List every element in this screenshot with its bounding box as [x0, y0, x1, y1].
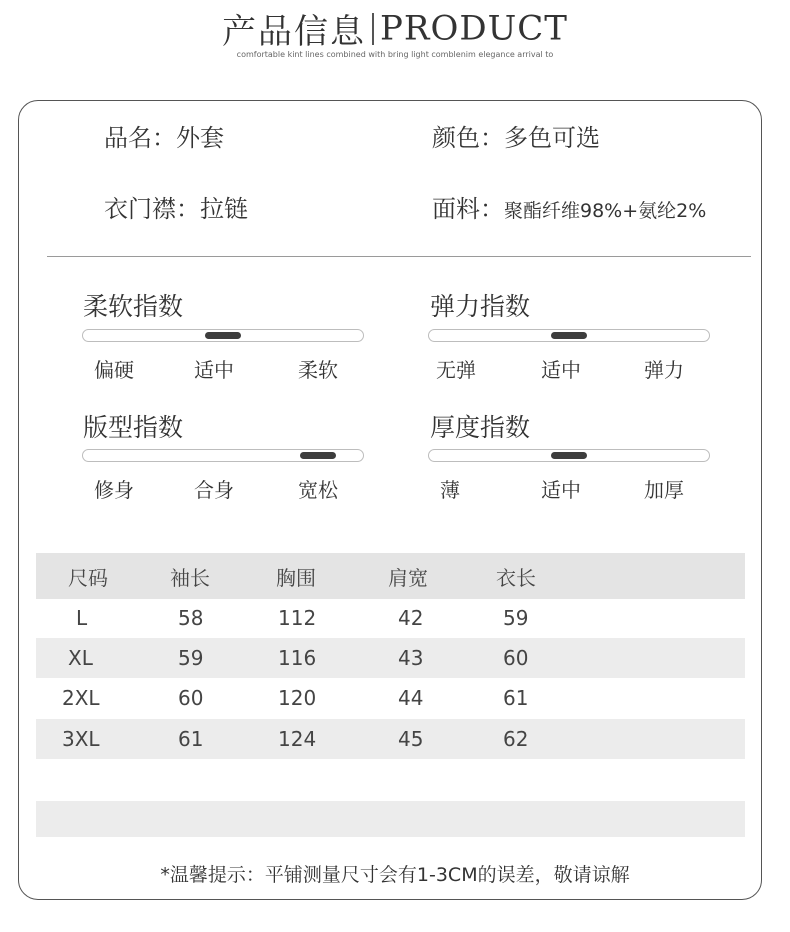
fit-index-scale	[82, 449, 364, 462]
softness-level-low: 偏硬	[94, 358, 134, 382]
cell-size: 3XL	[62, 727, 100, 751]
cell-size: XL	[68, 646, 93, 670]
softness-index-marker	[205, 332, 241, 339]
cell-shoulder: 45	[398, 727, 424, 751]
title-chinese: 产品信息	[222, 12, 367, 52]
header-subtitle: comfortable kint lines combined with bring light comblenim elegance arrival to	[236, 50, 554, 59]
measurement-note: *温馨提示：平铺测量尺寸会有1-3CM的误差，敬请谅解	[160, 864, 630, 886]
thickness-index-title: 厚度指数	[430, 413, 531, 442]
cell-chest: 112	[278, 606, 317, 630]
fabric-label: 面料：	[432, 195, 504, 223]
softness-level-mid: 适中	[194, 358, 234, 382]
cell-chest: 124	[278, 727, 317, 751]
softness-index-title: 柔软指数	[83, 292, 184, 321]
cell-sleeve: 61	[178, 727, 204, 751]
table-row	[36, 678, 745, 718]
thickness-level-low: 薄	[440, 478, 460, 502]
cell-length: 59	[503, 606, 529, 630]
thickness-level-mid: 适中	[541, 478, 581, 502]
softness-level-high: 柔软	[298, 358, 338, 382]
elasticity-level-low: 无弹	[436, 358, 476, 382]
cell-size: L	[76, 606, 88, 630]
elasticity-level-high: 弹力	[644, 358, 684, 382]
table-row	[36, 598, 745, 638]
cell-length: 62	[503, 727, 529, 751]
elasticity-level-mid: 适中	[541, 358, 581, 382]
header-title	[0, 4, 790, 53]
header-size: 尺码	[68, 565, 108, 590]
table-row	[36, 719, 745, 759]
cell-length: 61	[503, 686, 529, 710]
table-header-row	[36, 553, 745, 599]
fit-index-title: 版型指数	[83, 413, 184, 442]
elasticity-index-marker	[551, 332, 587, 339]
cell-shoulder: 42	[398, 606, 424, 630]
softness-index-scale	[82, 329, 364, 342]
table-empty-row	[36, 801, 745, 837]
header-shoulder: 肩宽	[388, 565, 428, 590]
product-name: 品名：外套	[104, 124, 224, 152]
cell-sleeve: 59	[178, 646, 204, 670]
thickness-level-high: 加厚	[644, 478, 684, 502]
cell-length: 60	[503, 646, 529, 670]
fit-level-mid: 合身	[194, 478, 234, 502]
cell-shoulder: 44	[398, 686, 424, 710]
elasticity-index-title: 弹力指数	[430, 292, 531, 321]
title-separator	[372, 13, 374, 45]
fit-level-low: 修身	[94, 478, 134, 502]
product-color: 颜色：多色可选	[432, 124, 600, 152]
header-length: 衣长	[496, 565, 536, 590]
cell-size: 2XL	[62, 686, 100, 710]
header-chest: 胸围	[276, 565, 316, 590]
title-english: PRODUCT	[380, 8, 568, 49]
thickness-index-marker	[551, 452, 587, 459]
cell-chest: 120	[278, 686, 317, 710]
header-sleeve: 袖长	[170, 565, 210, 590]
cell-chest: 116	[278, 646, 317, 670]
product-fabric	[432, 189, 706, 224]
thickness-index-scale	[428, 449, 710, 462]
cell-shoulder: 43	[398, 646, 424, 670]
info-divider	[47, 256, 751, 257]
fit-index-marker	[300, 452, 336, 459]
fit-level-high: 宽松	[298, 478, 338, 502]
table-row	[36, 638, 745, 678]
cell-sleeve: 60	[178, 686, 204, 710]
fabric-value: 聚酯纤维98%+氨纶2%	[504, 200, 707, 222]
elasticity-index-scale	[428, 329, 710, 342]
product-closure: 衣门襟：拉链	[104, 195, 248, 223]
cell-sleeve: 58	[178, 606, 204, 630]
